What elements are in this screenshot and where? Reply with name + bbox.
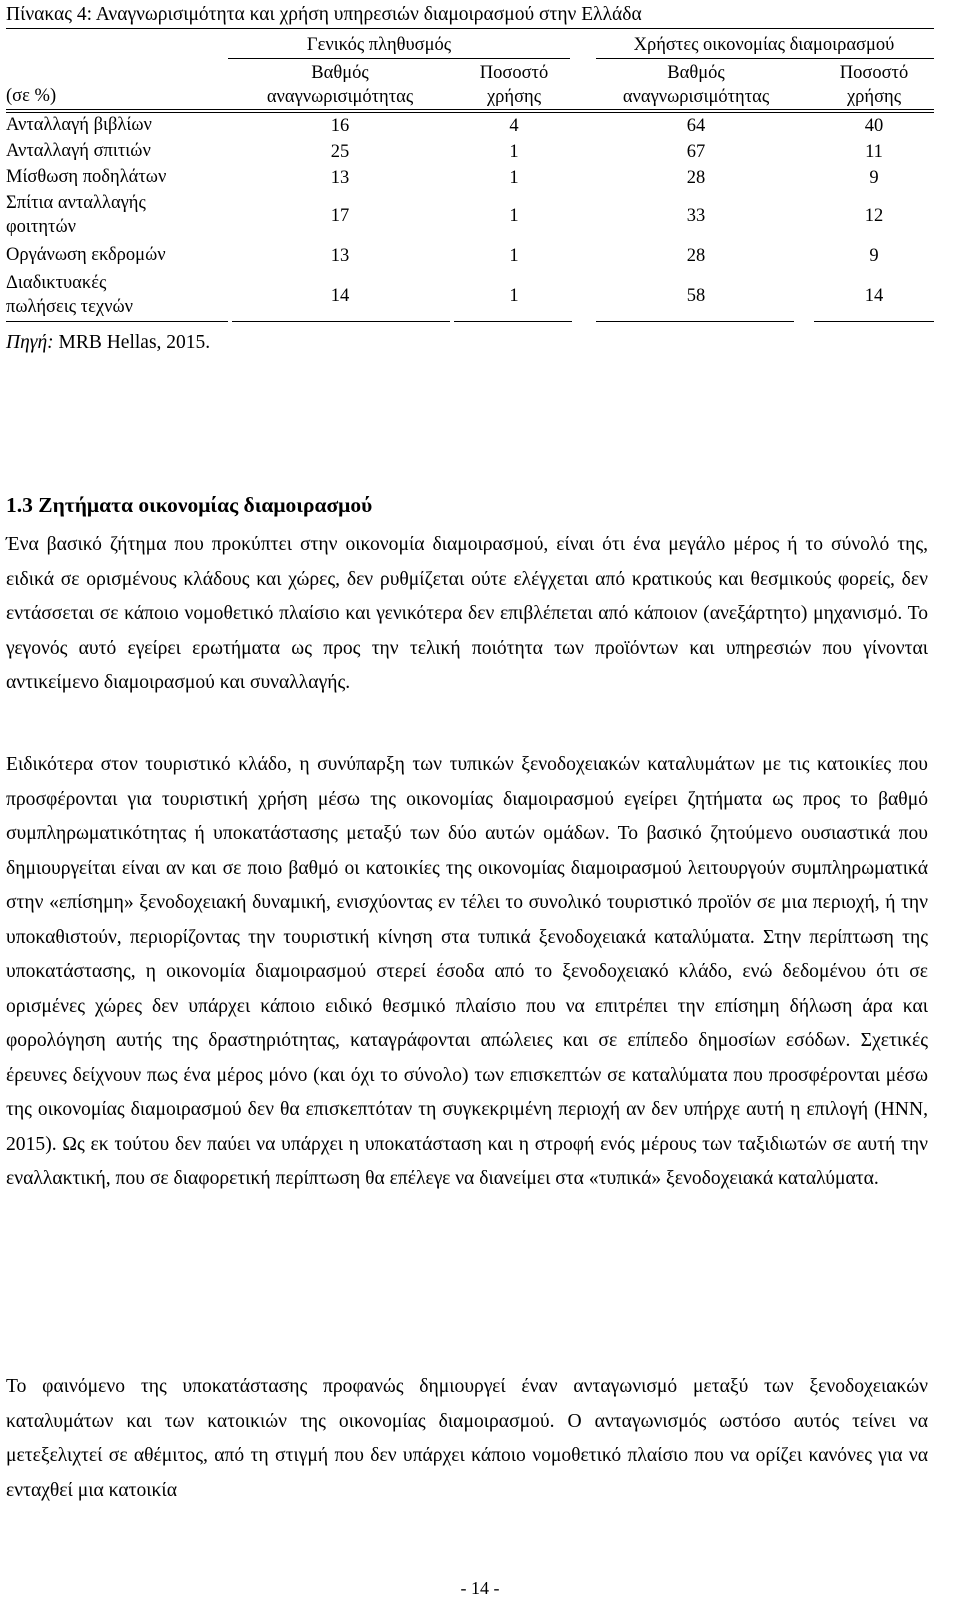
table-bottom-rule xyxy=(232,321,450,322)
table-cell: 4 xyxy=(509,116,519,136)
table-cell: 17 xyxy=(330,206,350,226)
row-label: Ανταλλαγή σπιτιών xyxy=(6,141,151,161)
col-header-4-line2: χρήσης xyxy=(846,87,902,107)
paragraph: Ένα βασικό ζήτημα που προκύπτει στην οικονομία διαμοιρασμού, είναι ότι ένα μεγάλο μέρος ή το σύνολό της, ειδικά σε ορισμένους κλάδους και χώρες, δεν ρυθμίζεται ούτε ελέγχεται από κρατικούς και θεσμικούς φορείς, δεν εντάσσεται σε κάποιο νομοθετικό πλαίσιο και γενικότερα δεν επιβλέπεται από κάποιον (ανεξάρτητο) μηχανισμό. Το γεγονός αυτό εγείρει ερωτήματα ως προς την τελική ποιότητα των προϊόντων και υπηρεσιών που γίνονται αντικείμενο διαμοιρασμού και συναλλαγής. xyxy=(6,534,928,693)
table-cell: 58 xyxy=(686,286,706,306)
paragraph: Ειδικότερα στον τουριστικό κλάδο, η συνύπαρξη των τυπικών ξενοδοχειακών καταλυμάτων με τις κατοικίες που προσφέρονται για τουριστική χρήση μέσω της οικονομίας διαμοιρασμού εγείρει ζητήματα ως προς το βαθμό συμπληρωματικότητας ή υποκατάστασης μεταξύ των δύο αυτών ομάδων. Το βασικό ζητούμενο ουσιαστικά που δημιουργείται είναι αν και σε ποιο βαθμό οι κατοικίες της οικονομίας διαμοιρασμού λειτουργούν συμπληρωματικά στην «επίσημη» ξενοδοχειακή δυναμική, ενισχύοντας εν τέλει το συνολικό τουριστικό προϊόν σε μια περιοχή, ή την υποκαθιστούν, περιορίζοντας την τουριστική κίνηση στα τυπικά ξενοδοχειακά καταλύματα. Στην περίπτωση της υποκατάστασης, η οικονομία διαμοιρασμού στερεί έσοδα από το ξενοδοχειακό κλάδο, ενώ δεδομένου ότι σε ορισμένες χώρες δεν υπάρχει κάποιο ειδικό θεσμικό πλαίσιο που να επιτρέπει την επίσημη δήλωση άρα και φορολόγηση αυτής της δραστηριότητας, καταγράφονται απώλειες και σε επίπεδο δημοσίων εσόδων. Σχετικές έρευνες δείχνουν πως ένα μέρος μόνο (και όχι το σύνολο) των επισκεπτών σε καταλύματα που προσφέρονται μέσω της οικονομίας διαμοιρασμού δεν θα επισκεπτόταν τη συγκεκριμένη περιοχή αν δεν υπήρχε αυτή η επιλογή (HNN, 2015). Ως εκ τούτου δεν παύει να υπάρχει η υποκατάσταση και η στροφή ενός μέρους των ταξιδιωτών σε αυτή την εναλλακτική, που σε διαφορετική περίπτωση θα επέλεγε να διανείμει στα «τυπικά» ξενοδοχειακά καταλύματα. xyxy=(6,754,928,1189)
table-cell: 16 xyxy=(330,116,350,136)
table-source xyxy=(6,330,210,356)
table-cell: 1 xyxy=(509,286,519,306)
row-label: Σπίτια ανταλλαγής xyxy=(6,193,146,213)
table-cell: 13 xyxy=(330,246,350,266)
group-rule-users xyxy=(596,58,934,59)
table-cell: 14 xyxy=(864,286,884,306)
header-rule-2 xyxy=(6,112,934,113)
col-header-1-line2: αναγνωρισιμότητας xyxy=(266,87,414,107)
table-cell: 28 xyxy=(686,168,706,188)
row-label: Ανταλλαγή βιβλίων xyxy=(6,115,152,135)
table-cell: 67 xyxy=(686,142,706,162)
table-cell: 40 xyxy=(864,116,884,136)
row-label: Οργάνωση εκδρομών xyxy=(6,245,166,265)
table-cell: 33 xyxy=(686,206,706,226)
row-label-cont: πωλήσεις τεχνών xyxy=(6,297,133,317)
group-header-users: Χρήστες οικονομίας διαμοιρασμού xyxy=(633,35,895,55)
page-number: - 14 - xyxy=(460,1578,500,1598)
table-cell: 12 xyxy=(864,206,884,226)
table-cell: 28 xyxy=(686,246,706,266)
table-caption: Πίνακας 4: Αναγνωρισιμότητα και χρήση υπηρεσιών διαμοιρασμού στην Ελλάδα xyxy=(6,4,642,25)
table-bottom-rule xyxy=(6,321,228,322)
table-cell: 1 xyxy=(509,168,519,188)
table-cell: 1 xyxy=(509,246,519,266)
table-bottom-rule xyxy=(596,321,794,322)
table-cell: 9 xyxy=(869,168,879,188)
col-header-3-line1: Βαθμός xyxy=(667,63,725,83)
unit-label: (σε %) xyxy=(6,86,57,106)
table-cell: 11 xyxy=(865,142,883,162)
table-cell: 25 xyxy=(330,142,350,162)
col-header-1-line1: Βαθμός xyxy=(311,63,369,83)
table-cell: 13 xyxy=(330,168,350,188)
header-rule-1 xyxy=(6,109,934,110)
source-text: MRB Hellas, 2015. xyxy=(53,332,211,353)
group-header-general: Γενικός πληθυσμός xyxy=(306,35,452,55)
row-label: Μίσθωση ποδηλάτων xyxy=(6,167,167,187)
table-cell: 1 xyxy=(509,142,519,162)
col-header-2-line1: Ποσοστό xyxy=(479,63,549,83)
source-label: Πηγή: xyxy=(6,332,54,353)
row-label: Διαδικτυακές xyxy=(6,273,107,293)
row-label-cont: φοιτητών xyxy=(6,217,76,237)
col-header-2-line2: χρήσης xyxy=(486,87,542,107)
col-header-3-line2: αναγνωρισιμότητας xyxy=(622,87,770,107)
table-top-rule xyxy=(6,28,934,29)
col-header-4-line1: Ποσοστό xyxy=(839,63,909,83)
table-cell: 14 xyxy=(330,286,350,306)
table-cell: 9 xyxy=(869,246,879,266)
table-bottom-rule xyxy=(454,321,572,322)
paragraph: Το φαινόμενο της υποκατάστασης προφανώς δημιουργεί έναν ανταγωνισμό μεταξύ των ξενοδοχειακών καταλυμάτων και των κατοικιών της οικονομίας διαμοιρασμού. Ο ανταγωνισμός ωστόσο αυτός τείνει να μετεξελιχτεί σε αθέμιτος, από τη στιγμή που δεν υπάρχει κάποιο νομοθετικό πλαίσιο που να ορίζει κανόνες για να ενταχθεί μια κατοικία xyxy=(6,1376,928,1501)
section-heading: 1.3 Ζητήματα οικονομίας διαμοιρασμού xyxy=(6,493,373,517)
group-rule-general xyxy=(228,58,570,59)
table-bottom-rule xyxy=(814,321,934,322)
table-cell: 64 xyxy=(686,116,706,136)
table-cell: 1 xyxy=(509,206,519,226)
